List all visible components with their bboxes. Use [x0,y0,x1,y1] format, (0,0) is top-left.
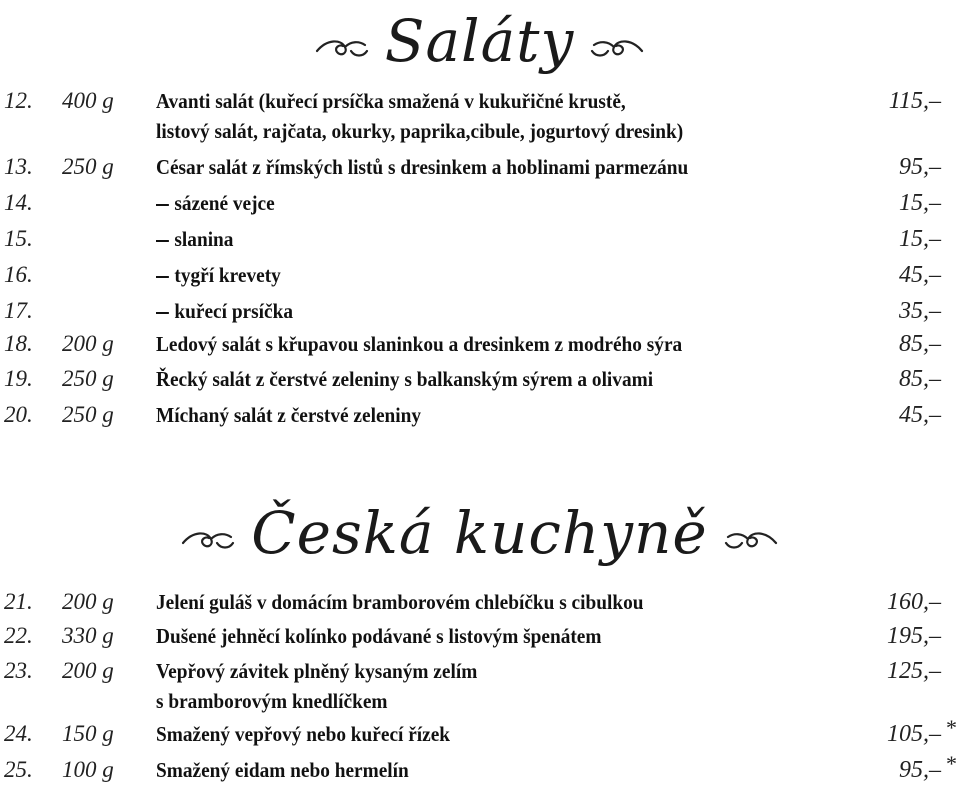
item-number: 12. [4,88,33,113]
item-number: 15. [4,226,33,251]
item-number: 18. [4,331,33,356]
item-price: 95,– * [899,751,957,783]
dash-icon [156,276,169,278]
item-description [156,587,791,617]
salads-title: Saláty [384,6,575,75]
item-description-line: Ledový salát s křupavou slaninkou a dresinkem z modrého sýra [156,332,683,356]
item-description-line: Jelení guláš v domácím bramborovém chlebíčku s cibulkou [156,590,644,614]
item-number: 16. [4,262,33,287]
item-price: 115,– [888,88,941,114]
dash-icon [156,312,169,314]
item-description [156,188,791,218]
item-weight: 250 g [62,154,114,179]
item-price: 195,– [887,623,941,649]
item-description [156,755,791,785]
item-description [156,224,791,254]
menu-item-row [0,329,959,359]
item-description [156,364,791,394]
item-price: 105,– * [887,715,957,747]
item-weight: 200 g [62,331,114,356]
item-number: 25. [4,757,33,782]
dash-icon [156,204,169,206]
item-price: 15,– [899,190,941,216]
item-price: 125,– [887,658,941,684]
item-number: 20. [4,402,33,427]
right-flourish-icon [588,5,644,77]
item-number: 22. [4,623,33,648]
menu-item-row [0,86,959,143]
menu-item-row [0,656,959,713]
item-weight: 150 g [62,721,114,746]
item-number: 17. [4,298,33,323]
item-description-line: Smažený eidam nebo hermelín [156,758,409,782]
item-number: 21. [4,589,33,614]
item-description [156,86,791,146]
menu-item-row [0,296,959,326]
menu-item-row [0,260,959,290]
item-description [156,296,791,326]
item-description [156,329,791,359]
item-number: 23. [4,658,33,683]
czech-cuisine-title: Česká kuchyně [251,498,708,567]
item-weight: 330 g [62,623,114,648]
item-description-line: Míchaný salát z čerstvé zeleniny [156,403,422,427]
item-price: 85,– [899,331,941,357]
menu-item-row [0,751,959,785]
menu-item-row [0,224,959,254]
item-price: 85,– [899,366,941,392]
item-price: 35,– [899,298,941,324]
menu-item-row [0,188,959,218]
item-description-line: sázené vejce [156,188,791,218]
item-description-line: César salát z římských listů s dresinkem a hoblinami parmezánu [156,155,689,179]
item-description-line: tygří krevety [156,260,791,290]
item-description [156,260,791,290]
item-price: 45,– [899,262,941,288]
menu-item-row [0,400,959,430]
item-price: 45,– [899,402,941,428]
dash-icon [156,240,169,242]
left-flourish-icon [181,495,237,571]
item-weight: 250 g [62,366,114,391]
menu-item-row [0,715,959,749]
item-price: 95,– [899,154,941,180]
item-description-line: Smažený vepřový nebo kuřecí řízek [156,722,451,746]
item-description [156,152,791,182]
item-description-line: Dušené jehněcí kolínko podávané s listovým špenátem [156,624,602,648]
czech-cuisine-heading [0,490,959,566]
item-description-line: Řecký salát z čerstvé zeleniny s balkanským sýrem a olivami [156,367,654,391]
item-weight: 100 g [62,757,114,782]
item-description [156,719,791,749]
item-description [156,400,791,430]
left-flourish-icon [315,5,371,77]
item-weight: 250 g [62,402,114,427]
menu-item-row [0,587,959,617]
menu-item-row [0,364,959,394]
item-description-line: kuřecí prsíčka [156,296,791,326]
item-description [156,656,791,716]
item-asterisk: * [946,715,957,740]
menu-item-row [0,152,959,182]
menu-item-row [0,621,959,651]
item-asterisk: * [946,751,957,776]
item-weight: 200 g [62,658,114,683]
item-description-line: s bramborovým knedlíčkem [156,689,388,713]
item-number: 19. [4,366,33,391]
item-description-line: Vepřový závitek plněný kysaným zelím [156,659,478,683]
right-flourish-icon [722,495,778,571]
item-weight: 400 g [62,88,114,113]
item-price: 15,– [899,226,941,252]
item-description-line: listový salát, rajčata, okurky, paprika,cibule, jogurtový dresink) [156,119,684,143]
item-price: 160,– [887,589,941,615]
item-description-line: Avanti salát (kuřecí prsíčka smažená v kukuřičné krustě, [156,89,626,113]
item-number: 24. [4,721,33,746]
item-description-line: slanina [156,224,791,254]
salads-heading [0,0,959,75]
item-description [156,621,791,651]
item-number: 13. [4,154,33,179]
item-number: 14. [4,190,33,215]
item-weight: 200 g [62,589,114,614]
